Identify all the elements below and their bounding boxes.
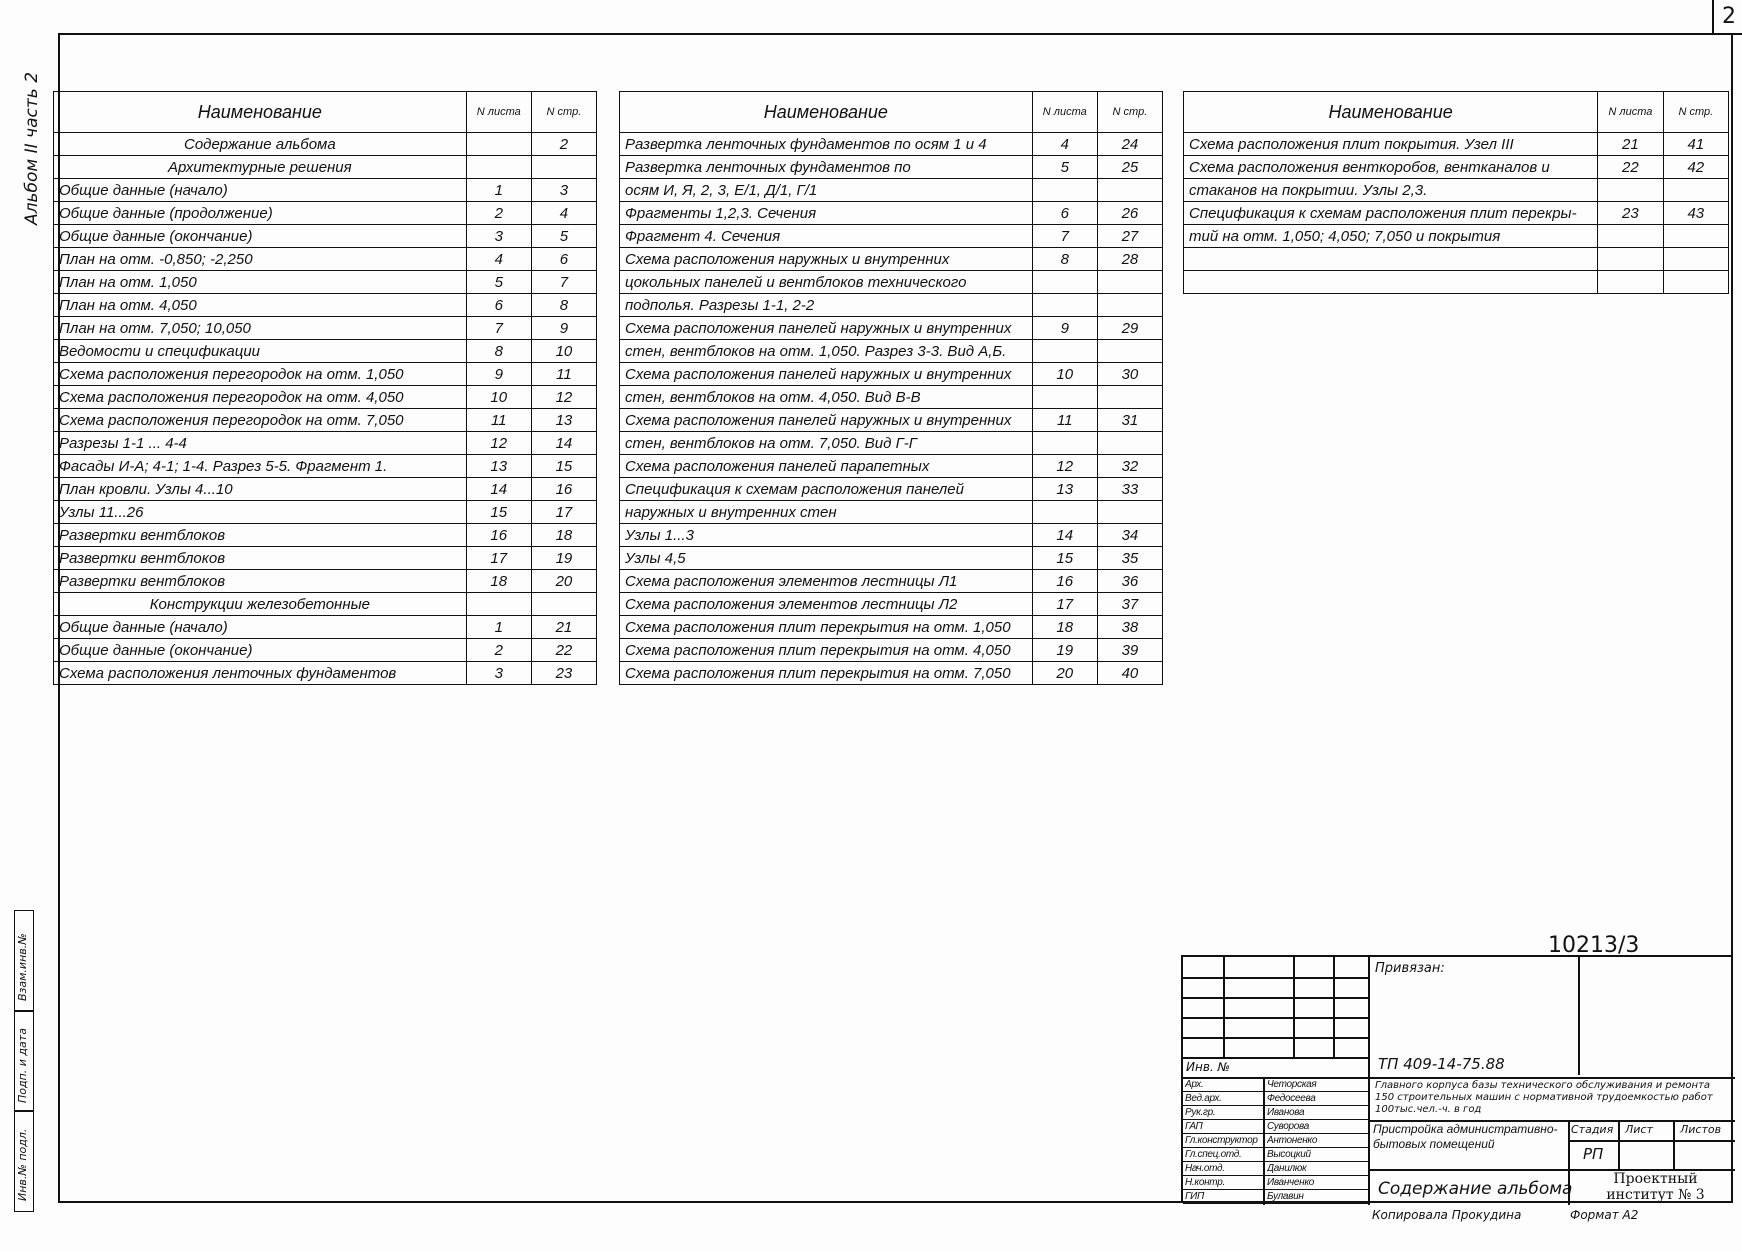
album-label: Альбом II часть 2: [22, 71, 42, 225]
row-page: 14: [531, 432, 596, 455]
table-row: [54, 156, 597, 179]
table-row: [54, 179, 597, 202]
signature-row: [1183, 1106, 1368, 1120]
row-sheet: [1598, 271, 1663, 294]
row-sheet: [1032, 432, 1097, 455]
signature-name: Суворова: [1267, 1121, 1309, 1132]
row-name: Фрагменты 1,2,3. Сечения: [620, 202, 1033, 225]
table-row: [54, 409, 597, 432]
row-sheet: 11: [466, 409, 531, 432]
row-sheet: 1: [466, 179, 531, 202]
row-page: 4: [531, 202, 596, 225]
table-row: [54, 225, 597, 248]
row-name: План кровли. Узлы 4...10: [54, 478, 467, 501]
sheet-number: 2: [1712, 0, 1742, 35]
row-name: План на отм. -0,850; -2,250: [54, 248, 467, 271]
row-page: 21: [531, 616, 596, 639]
row-sheet: [466, 593, 531, 616]
row-name: Развертки вентблоков: [54, 570, 467, 593]
row-name: Развертки вентблоков: [54, 547, 467, 570]
table-header: [54, 92, 597, 133]
contents-table-3: [1183, 91, 1729, 294]
table-row: [620, 409, 1163, 432]
row-name: Узлы 11...26: [54, 501, 467, 524]
table-row: [620, 340, 1163, 363]
row-page: 15: [531, 455, 596, 478]
row-name: Архитектурные решения: [54, 156, 467, 179]
row-page: [1097, 501, 1162, 524]
row-sheet: 3: [466, 225, 531, 248]
row-name: Общие данные (начало): [54, 179, 467, 202]
row-sheet: 12: [1032, 455, 1097, 478]
table-row: [620, 248, 1163, 271]
row-sheet: [1032, 340, 1097, 363]
row-page: 24: [1097, 133, 1162, 156]
table-row: [54, 317, 597, 340]
table-row: [54, 455, 597, 478]
table-row: [620, 547, 1163, 570]
table-row: [620, 202, 1163, 225]
row-page: 35: [1097, 547, 1162, 570]
row-name: [1184, 248, 1598, 271]
row-sheet: 13: [466, 455, 531, 478]
row-page: [1097, 432, 1162, 455]
row-sheet: [1598, 248, 1663, 271]
signature-row: [1183, 1190, 1368, 1204]
table-row: [1184, 179, 1729, 202]
row-name: Схема расположения плит покрытия. Узел III: [1184, 133, 1598, 156]
row-page: [1097, 386, 1162, 409]
table-row: [54, 524, 597, 547]
table-row: [54, 202, 597, 225]
row-page: 11: [531, 363, 596, 386]
header-page: N стр.: [531, 92, 596, 133]
row-name: наружных и внутренних стен: [620, 501, 1033, 524]
row-name: Схема расположения плит перекрытия на отм. 7,050: [620, 662, 1033, 685]
copied-by: Копировала Прокудина: [1372, 1208, 1522, 1222]
table-row: [54, 386, 597, 409]
row-name: Содержание альбома: [54, 133, 467, 156]
header-page: N стр.: [1097, 92, 1162, 133]
sheets-label: Листов: [1680, 1123, 1722, 1136]
table-row: [54, 363, 597, 386]
row-name: Схема расположения панелей парапетных: [620, 455, 1033, 478]
row-name: Схема расположения элементов лестницы Л1: [620, 570, 1033, 593]
contents-table-2: [619, 91, 1163, 685]
signature-name: Иванова: [1267, 1107, 1305, 1118]
row-page: 27: [1097, 225, 1162, 248]
signature-name: Булавин: [1267, 1191, 1304, 1202]
table-row: [620, 455, 1163, 478]
row-name: цокольных панелей и вентблоков технического: [620, 271, 1033, 294]
row-sheet: 5: [1032, 156, 1097, 179]
row-name: Схема расположения перегородок на отм. 7,050: [54, 409, 467, 432]
row-page: 20: [531, 570, 596, 593]
row-name: [1184, 271, 1598, 294]
row-sheet: 16: [466, 524, 531, 547]
row-name: Разрезы 1-1 ... 4-4: [54, 432, 467, 455]
stamp-label: Подп. и дата: [16, 1028, 29, 1103]
sheet-title: Содержание альбома: [1378, 1179, 1573, 1199]
table-row: [620, 133, 1163, 156]
row-page: 41: [1663, 133, 1728, 156]
row-page: 38: [1097, 616, 1162, 639]
row-page: 30: [1097, 363, 1162, 386]
row-name: стен, вентблоков на отм. 7,050. Вид Г-Г: [620, 432, 1033, 455]
row-page: 22: [531, 639, 596, 662]
row-sheet: 17: [466, 547, 531, 570]
row-page: 25: [1097, 156, 1162, 179]
signature-role: Н.контр.: [1185, 1177, 1225, 1188]
row-sheet: 5: [466, 271, 531, 294]
row-sheet: [1032, 501, 1097, 524]
row-sheet: [1032, 179, 1097, 202]
row-name: Конструкции железобетонные: [54, 593, 467, 616]
row-name: Схема расположения плит перекрытия на отм. 4,050: [620, 639, 1033, 662]
header-name: Наименование: [620, 92, 1033, 133]
table-row: [1184, 271, 1729, 294]
signature-role: ГАП: [1185, 1121, 1203, 1132]
header-name: Наименование: [1184, 92, 1598, 133]
signature-role: ГИП: [1185, 1191, 1204, 1202]
signature-name: Антоненко: [1267, 1135, 1318, 1146]
object-name: Пристройка административно-бытовых помещений: [1373, 1122, 1558, 1151]
table-row: [620, 225, 1163, 248]
row-page: 28: [1097, 248, 1162, 271]
row-sheet: 12: [466, 432, 531, 455]
row-sheet: 21: [1598, 133, 1663, 156]
table-row: [1184, 156, 1729, 179]
signature-role: Гл.конструктор: [1185, 1135, 1258, 1146]
row-page: 13: [531, 409, 596, 432]
row-sheet: 4: [1032, 133, 1097, 156]
row-sheet: 23: [1598, 202, 1663, 225]
table-row: [54, 662, 597, 685]
table-row: [620, 317, 1163, 340]
row-page: 19: [531, 547, 596, 570]
row-sheet: 11: [1032, 409, 1097, 432]
stamp-label: Взам.инв.№: [16, 933, 29, 1001]
row-page: 12: [531, 386, 596, 409]
row-sheet: [1032, 386, 1097, 409]
row-sheet: 10: [466, 386, 531, 409]
contents-table-1: [53, 91, 597, 685]
signature-role: Вед.арх.: [1185, 1093, 1222, 1104]
row-name: Спецификация к схемам расположения панелей: [620, 478, 1033, 501]
row-sheet: 9: [466, 363, 531, 386]
row-name: Схема расположения перегородок на отм. 1,050: [54, 363, 467, 386]
header-sheet: N листа: [1032, 92, 1097, 133]
table-row: [620, 271, 1163, 294]
table-row: [1184, 248, 1729, 271]
row-page: [531, 156, 596, 179]
row-page: [1663, 225, 1728, 248]
row-sheet: [466, 133, 531, 156]
signature-name: Иванченко: [1267, 1177, 1315, 1188]
stamp-replacement-inv: [14, 910, 34, 1012]
row-name: Схема расположения венткоробов, вентканалов и: [1184, 156, 1598, 179]
row-name: Развертки вентблоков: [54, 524, 467, 547]
table-header: [620, 92, 1163, 133]
project-description: Главного корпуса базы технического обслуживания и ремонта 150 строительных машин с нормативной трудоемкостью работ 100тыс.чел.-ч. в год: [1375, 1080, 1713, 1115]
signature-name: Данилюк: [1267, 1163, 1307, 1174]
row-sheet: 2: [466, 202, 531, 225]
signature-role: Рук.гр.: [1185, 1107, 1216, 1118]
table-row: [620, 432, 1163, 455]
tied-label: Привязан:: [1375, 961, 1445, 976]
row-name: стен, вентблоков на отм. 4,050. Вид В-В: [620, 386, 1033, 409]
header-page: N стр.: [1663, 92, 1728, 133]
row-name: План на отм. 4,050: [54, 294, 467, 317]
row-sheet: 6: [1032, 202, 1097, 225]
table-row: [54, 432, 597, 455]
row-sheet: 4: [466, 248, 531, 271]
row-name: тий на отм. 1,050; 4,050; 7,050 и покрытия: [1184, 225, 1598, 248]
table-row: [620, 593, 1163, 616]
row-sheet: 19: [1032, 639, 1097, 662]
inv-label: Инв. №: [1186, 1060, 1231, 1074]
signature-row: [1183, 1176, 1368, 1190]
row-sheet: 8: [466, 340, 531, 363]
row-page: 39: [1097, 639, 1162, 662]
header-sheet: N листа: [466, 92, 531, 133]
stamp-signature-date: [14, 1010, 34, 1112]
row-name: Схема расположения элементов лестницы Л2: [620, 593, 1033, 616]
signature-role: Нач.отд.: [1185, 1163, 1225, 1174]
row-page: 33: [1097, 478, 1162, 501]
header-name: Наименование: [54, 92, 467, 133]
row-page: 8: [531, 294, 596, 317]
row-page: 42: [1663, 156, 1728, 179]
table-row: [1184, 133, 1729, 156]
row-sheet: [1032, 271, 1097, 294]
row-page: 5: [531, 225, 596, 248]
row-page: [1663, 179, 1728, 202]
table-row: [54, 570, 597, 593]
table-row: [620, 570, 1163, 593]
row-sheet: 17: [1032, 593, 1097, 616]
row-name: Общие данные (окончание): [54, 225, 467, 248]
signature-name: Четорская: [1267, 1079, 1317, 1090]
row-sheet: 14: [466, 478, 531, 501]
row-page: 36: [1097, 570, 1162, 593]
row-name: План на отм. 7,050; 10,050: [54, 317, 467, 340]
table-row: [54, 478, 597, 501]
table-row: [620, 639, 1163, 662]
row-name: Развертка ленточных фундаментов по осям 1 и 4: [620, 133, 1033, 156]
row-sheet: 14: [1032, 524, 1097, 547]
table-row: [620, 616, 1163, 639]
row-name: Общие данные (начало): [54, 616, 467, 639]
signature-row: [1183, 1148, 1368, 1162]
row-name: Ведомости и спецификации: [54, 340, 467, 363]
signature-row: [1183, 1162, 1368, 1176]
header-sheet: N листа: [1598, 92, 1663, 133]
table-row: [620, 524, 1163, 547]
table-row: [620, 662, 1163, 685]
row-sheet: 15: [466, 501, 531, 524]
row-name: Схема расположения панелей наружных и внутренних: [620, 363, 1033, 386]
sheet-label: Лист: [1625, 1123, 1653, 1136]
table-row: [620, 363, 1163, 386]
signature-name: Федосеева: [1267, 1093, 1316, 1104]
stage-value: РП: [1583, 1145, 1604, 1163]
row-page: 31: [1097, 409, 1162, 432]
row-sheet: 18: [466, 570, 531, 593]
table-row: [620, 156, 1163, 179]
stamp-inv-original: [14, 1110, 34, 1212]
row-name: Спецификация к схемам расположения плит перекры-: [1184, 202, 1598, 225]
row-page: 43: [1663, 202, 1728, 225]
row-sheet: 8: [1032, 248, 1097, 271]
row-page: 10: [531, 340, 596, 363]
table-row: [54, 248, 597, 271]
sheet-format: Формат А2: [1570, 1208, 1639, 1222]
stamp-label: Инв.№ подл.: [16, 1128, 29, 1201]
table-row: [620, 386, 1163, 409]
row-sheet: [1598, 225, 1663, 248]
table-row: [620, 294, 1163, 317]
row-name: Общие данные (продолжение): [54, 202, 467, 225]
signature-row: [1183, 1120, 1368, 1134]
signature-name: Высоцкий: [1267, 1149, 1311, 1160]
row-sheet: 1: [466, 616, 531, 639]
row-page: [1663, 271, 1728, 294]
row-name: Схема расположения ленточных фундаментов: [54, 662, 467, 685]
row-sheet: 15: [1032, 547, 1097, 570]
row-name: Схема расположения панелей наружных и внутренних: [620, 409, 1033, 432]
table-row: [1184, 202, 1729, 225]
table-row: [54, 547, 597, 570]
row-sheet: 22: [1598, 156, 1663, 179]
row-name: План на отм. 1,050: [54, 271, 467, 294]
row-sheet: 2: [466, 639, 531, 662]
row-name: Схема расположения перегородок на отм. 4,050: [54, 386, 467, 409]
row-page: [531, 593, 596, 616]
table-header: [1184, 92, 1729, 133]
row-page: 2: [531, 133, 596, 156]
table-row: [54, 639, 597, 662]
signature-row: [1183, 1078, 1368, 1092]
row-sheet: [1032, 294, 1097, 317]
row-sheet: 7: [1032, 225, 1097, 248]
row-page: [1663, 248, 1728, 271]
row-name: Общие данные (окончание): [54, 639, 467, 662]
signature-role: Арх.: [1185, 1079, 1204, 1090]
row-page: 37: [1097, 593, 1162, 616]
row-page: 6: [531, 248, 596, 271]
row-sheet: 20: [1032, 662, 1097, 685]
table-row: [54, 501, 597, 524]
signature-row: [1183, 1134, 1368, 1148]
table-row: [1184, 225, 1729, 248]
table-row: [620, 179, 1163, 202]
row-name: Схема расположения плит перекрытия на отм. 1,050: [620, 616, 1033, 639]
row-page: 32: [1097, 455, 1162, 478]
row-name: подполья. Разрезы 1-1, 2-2: [620, 294, 1033, 317]
row-name: Фрагмент 4. Сечения: [620, 225, 1033, 248]
row-name: стаканов на покрытии. Узлы 2,3.: [1184, 179, 1598, 202]
signature-role: Гл.спец.отд.: [1185, 1149, 1242, 1160]
project-code: ТП 409-14-75.88: [1378, 1055, 1505, 1073]
row-page: 18: [531, 524, 596, 547]
row-page: 9: [531, 317, 596, 340]
row-name: Развертка ленточных фундаментов по: [620, 156, 1033, 179]
row-page: [1097, 271, 1162, 294]
table-row: [54, 271, 597, 294]
row-name: Фасады И-А; 4-1; 1-4. Разрез 5-5. Фрагмент 1.: [54, 455, 467, 478]
table-row: [620, 501, 1163, 524]
table-row: [54, 133, 597, 156]
table-row: [54, 616, 597, 639]
row-sheet: 9: [1032, 317, 1097, 340]
row-page: 34: [1097, 524, 1162, 547]
row-page: [1097, 294, 1162, 317]
row-sheet: 16: [1032, 570, 1097, 593]
row-sheet: [1598, 179, 1663, 202]
row-page: 3: [531, 179, 596, 202]
table-row: [54, 340, 597, 363]
row-page: 26: [1097, 202, 1162, 225]
signature-row: [1183, 1092, 1368, 1106]
row-sheet: [466, 156, 531, 179]
organization: Проектный институт № 3: [1606, 1171, 1705, 1203]
row-sheet: 3: [466, 662, 531, 685]
table-row: [620, 478, 1163, 501]
row-page: 17: [531, 501, 596, 524]
archive-number: 10213/3: [1548, 933, 1640, 958]
row-name: осям И, Я, 2, 3, Е/1, Д/1, Г/1: [620, 179, 1033, 202]
row-sheet: 10: [1032, 363, 1097, 386]
stage-label: Стадия: [1571, 1123, 1614, 1136]
row-name: стен, вентблоков на отм. 1,050. Разрез 3-3. Вид А,Б.: [620, 340, 1033, 363]
row-page: 29: [1097, 317, 1162, 340]
table-row: [54, 294, 597, 317]
row-name: Схема расположения наружных и внутренних: [620, 248, 1033, 271]
row-sheet: 6: [466, 294, 531, 317]
row-sheet: 13: [1032, 478, 1097, 501]
row-page: 23: [531, 662, 596, 685]
row-page: [1097, 179, 1162, 202]
row-name: Схема расположения панелей наружных и внутренних: [620, 317, 1033, 340]
row-page: [1097, 340, 1162, 363]
row-page: 7: [531, 271, 596, 294]
title-block: [1181, 933, 1733, 1203]
row-sheet: 18: [1032, 616, 1097, 639]
table-row: [54, 593, 597, 616]
row-name: Узлы 1...3: [620, 524, 1033, 547]
row-page: 16: [531, 478, 596, 501]
row-page: 40: [1097, 662, 1162, 685]
row-sheet: 7: [466, 317, 531, 340]
row-name: Узлы 4,5: [620, 547, 1033, 570]
